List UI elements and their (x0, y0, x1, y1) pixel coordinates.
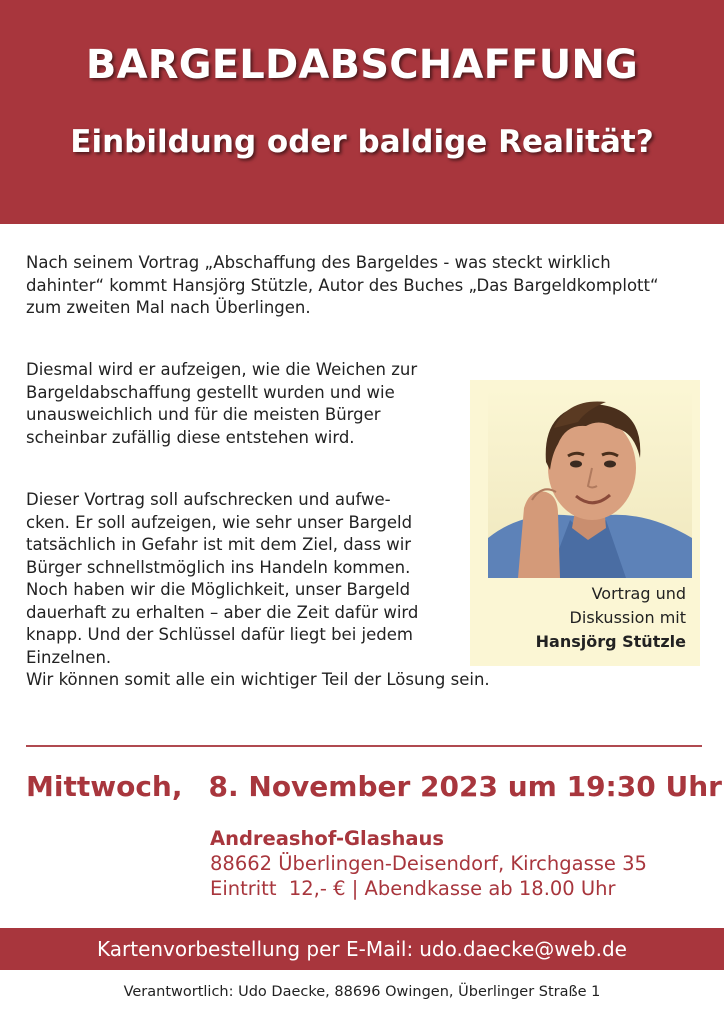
event-venue (210, 826, 647, 901)
text-line: zum zweiten Mal nach Überlingen. (26, 298, 311, 317)
event-date-time: 8. November 2023 um 19:30 Uhr (208, 770, 722, 803)
text-line: Einzelnen. (26, 647, 112, 667)
section-divider (26, 745, 702, 747)
event-datetime (26, 770, 722, 803)
text-line: dahinter“ kommt Hansjörg Stützle, Autor des Buches „Das Bargeldkomplott“ (26, 275, 659, 295)
text-line: Wir können somit alle ein wichtiger Teil der Lösung sein. (26, 670, 490, 689)
speaker-caption (470, 582, 686, 654)
speaker-card (470, 380, 700, 666)
footer-responsible: Verantwortlich: Udo Daecke, 88696 Owingen, Überlinger Straße 1 (123, 984, 601, 1000)
booking-label: Kartenvorbestellung per E-Mail: (96, 937, 414, 961)
text-line: unausweichlich und für die meisten Bürger (26, 405, 381, 424)
intro-paragraph (26, 252, 659, 320)
text-line: Bargeldabschaffung gestellt wurden und wie (26, 382, 395, 402)
venue-name: Andreashof-Glashaus (210, 827, 445, 850)
header-banner (0, 0, 724, 224)
purpose-paragraph (26, 489, 490, 692)
page-subtitle: Einbildung oder baldige Realität? (70, 124, 654, 160)
event-weekday: Mittwoch, (26, 770, 183, 803)
booking-email-link[interactable]: udo.daecke@web.de (419, 937, 627, 961)
text-line: Dieser Vortrag soll aufschrecken und aufwe- (26, 490, 391, 509)
venue-address: 88662 Überlingen-Deisendorf, Kirchgasse 35 (210, 852, 647, 875)
admission-info: Eintritt 12,- € | Abendkasse ab 18.00 Uhr (210, 877, 616, 900)
page-title: BARGELDABSCHAFFUNG (85, 42, 639, 88)
speaker-photo (488, 388, 692, 578)
text-line: cken. Er soll aufzeigen, wie sehr unser Bargeld (26, 512, 413, 532)
text-line: Bürger schnellstmöglich ins Handeln kommen. (26, 557, 411, 577)
caption-line: Diskussion mit (569, 608, 686, 627)
text-line: Diesmal wird er aufzeigen, wie die Weichen zur (26, 360, 418, 379)
text-line: Nach seinem Vortrag „Abschaffung des Bargeldes - was steckt wirklich (26, 253, 611, 272)
text-line: knapp. Und der Schlüssel dafür liegt bei jedem (26, 625, 413, 644)
text-line: scheinbar zufällig diese entstehen wird. (26, 427, 355, 447)
text-line: Noch haben wir die Möglichkeit, unser Bargeld (26, 580, 411, 599)
text-line: tatsächlich in Gefahr ist mit dem Ziel, dass wir (26, 535, 412, 554)
booking-bar (0, 928, 724, 970)
speaker-name: Hansjörg Stützle (535, 632, 686, 651)
caption-line: Vortrag und (591, 584, 686, 603)
speaker-portrait-icon (488, 388, 692, 578)
text-line: dauerhaft zu erhalten – aber die Zeit dafür wird (26, 602, 419, 622)
topic-paragraph (26, 359, 417, 449)
